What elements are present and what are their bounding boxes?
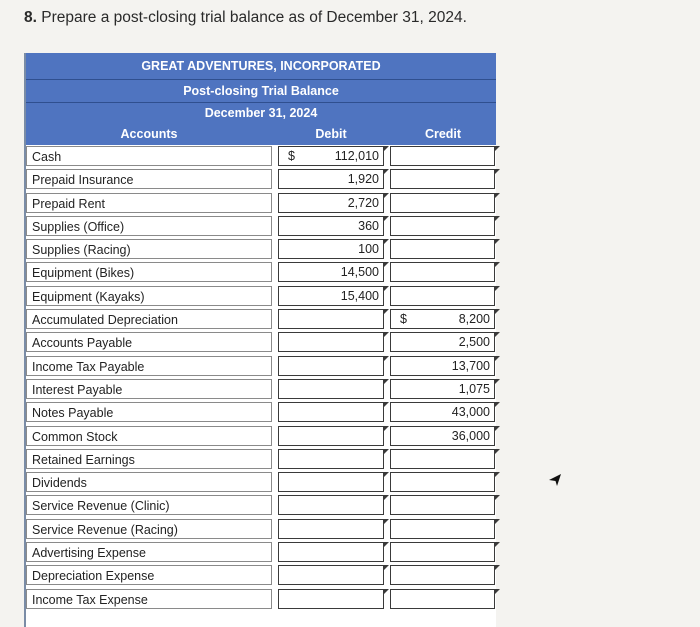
debit-input[interactable] xyxy=(278,426,384,446)
statement-date: December 31, 2024 xyxy=(26,103,496,123)
table-row xyxy=(26,401,496,424)
credit-column-header: Credit xyxy=(390,123,496,145)
credit-cell-marker-icon xyxy=(495,565,500,570)
table-row xyxy=(26,471,496,494)
credit-input[interactable] xyxy=(390,495,495,515)
trial-balance-rows xyxy=(26,145,496,611)
debit-cell-marker-icon xyxy=(384,286,389,291)
question-text: Prepare a post-closing trial balance as of December 31, 2024. xyxy=(41,9,467,26)
credit-input[interactable] xyxy=(390,472,495,492)
credit-cell-marker-icon xyxy=(495,472,500,477)
account-name: Equipment (Bikes) xyxy=(26,262,272,282)
table-row xyxy=(26,145,496,168)
account-name: Accounts Payable xyxy=(26,332,272,352)
debit-input[interactable] xyxy=(278,309,384,329)
debit-cell-marker-icon xyxy=(384,565,389,570)
debit-cell-marker-icon xyxy=(384,542,389,547)
credit-input[interactable] xyxy=(390,589,495,609)
debit-value: 112,010 xyxy=(334,149,379,163)
credit-cell-marker-icon xyxy=(495,356,500,361)
mouse-cursor-icon xyxy=(548,473,562,487)
debit-input[interactable] xyxy=(278,332,384,352)
account-name: Interest Payable xyxy=(26,379,272,399)
account-name: Income Tax Expense xyxy=(26,589,272,609)
table-row xyxy=(26,518,496,541)
debit-value: 14,500 xyxy=(340,265,379,280)
credit-cell-marker-icon xyxy=(495,542,500,547)
debit-cell-marker-icon xyxy=(384,216,389,221)
debit-input[interactable] xyxy=(278,565,384,585)
credit-input[interactable] xyxy=(390,402,495,422)
account-name: Notes Payable xyxy=(26,402,272,422)
statement-title: Post-closing Trial Balance xyxy=(26,80,496,102)
credit-cell-marker-icon xyxy=(495,519,500,524)
question-heading xyxy=(24,9,467,27)
trial-balance-worksheet xyxy=(24,53,496,627)
account-name: Income Tax Payable xyxy=(26,356,272,376)
debit-input[interactable] xyxy=(278,169,384,189)
table-row xyxy=(26,238,496,261)
credit-cell-marker-icon xyxy=(495,216,500,221)
account-name: Depreciation Expense xyxy=(26,565,272,585)
debit-cell-marker-icon xyxy=(384,519,389,524)
table-row xyxy=(26,541,496,564)
credit-cell-marker-icon xyxy=(495,169,500,174)
debit-input[interactable] xyxy=(278,519,384,539)
debit-cell-marker-icon xyxy=(384,589,389,594)
credit-cell-marker-icon xyxy=(495,146,500,151)
credit-input[interactable] xyxy=(390,309,495,329)
credit-input[interactable] xyxy=(390,169,495,189)
table-row xyxy=(26,168,496,191)
credit-cell-marker-icon xyxy=(495,379,500,384)
debit-cell-marker-icon xyxy=(384,309,389,314)
debit-cell-marker-icon xyxy=(384,449,389,454)
credit-cell-marker-icon xyxy=(495,426,500,431)
table-row xyxy=(26,355,496,378)
account-name: Retained Earnings xyxy=(26,449,272,469)
debit-cell-marker-icon xyxy=(384,169,389,174)
debit-value: 360 xyxy=(358,218,379,233)
debit-cell-marker-icon xyxy=(384,262,389,267)
account-name: Supplies (Racing) xyxy=(26,239,272,259)
debit-value: 15,400 xyxy=(340,288,379,303)
credit-dollar-sign: $ xyxy=(400,312,407,327)
table-row xyxy=(26,215,496,238)
credit-cell-marker-icon xyxy=(495,262,500,267)
credit-cell-marker-icon xyxy=(495,239,500,244)
debit-column-header: Debit xyxy=(272,123,390,145)
debit-cell-marker-icon xyxy=(384,239,389,244)
credit-cell-marker-icon xyxy=(495,449,500,454)
account-name: Equipment (Kayaks) xyxy=(26,286,272,306)
table-row xyxy=(26,448,496,471)
debit-dollar-sign: $ xyxy=(288,149,295,163)
credit-cell-marker-icon xyxy=(495,332,500,337)
credit-value: 2,500 xyxy=(458,335,490,350)
debit-input[interactable] xyxy=(278,542,384,562)
credit-cell-marker-icon xyxy=(495,495,500,500)
credit-value: 13,700 xyxy=(451,358,490,373)
debit-cell-marker-icon xyxy=(384,193,389,198)
credit-input[interactable] xyxy=(390,193,495,213)
credit-input[interactable] xyxy=(390,262,495,282)
debit-input[interactable] xyxy=(278,402,384,422)
credit-input[interactable] xyxy=(390,286,495,306)
table-row xyxy=(26,285,496,308)
table-row xyxy=(26,261,496,284)
debit-value: 2,720 xyxy=(347,195,379,210)
credit-value: 8,200 xyxy=(458,312,490,327)
account-name: Service Revenue (Racing) xyxy=(26,519,272,539)
credit-input[interactable] xyxy=(390,239,495,259)
credit-input[interactable] xyxy=(390,332,495,352)
table-row xyxy=(26,331,496,354)
account-name: Advertising Expense xyxy=(26,542,272,562)
debit-input[interactable] xyxy=(278,449,384,469)
debit-cell-marker-icon xyxy=(384,402,389,407)
credit-input[interactable] xyxy=(390,542,495,562)
table-row xyxy=(26,564,496,587)
company-name: GREAT ADVENTURES, INCORPORATED xyxy=(26,53,496,79)
account-name: Prepaid Rent xyxy=(26,193,272,213)
debit-input[interactable] xyxy=(278,239,384,259)
account-name: Service Revenue (Clinic) xyxy=(26,495,272,515)
debit-input[interactable] xyxy=(278,495,384,515)
credit-cell-marker-icon xyxy=(495,589,500,594)
table-row xyxy=(26,378,496,401)
credit-input[interactable] xyxy=(390,146,495,166)
account-name: Common Stock xyxy=(26,426,272,446)
credit-cell-marker-icon xyxy=(495,286,500,291)
table-row xyxy=(26,192,496,215)
accounts-column-header: Accounts xyxy=(26,123,272,145)
debit-cell-marker-icon xyxy=(384,379,389,384)
table-row xyxy=(26,425,496,448)
account-name: Supplies (Office) xyxy=(26,216,272,236)
credit-input[interactable] xyxy=(390,379,495,399)
credit-cell-marker-icon xyxy=(495,193,500,198)
credit-input[interactable] xyxy=(390,356,495,376)
debit-input[interactable] xyxy=(278,193,384,213)
debit-cell-marker-icon xyxy=(384,495,389,500)
credit-input[interactable] xyxy=(390,449,495,469)
credit-value: 36,000 xyxy=(451,428,490,443)
debit-input[interactable] xyxy=(278,356,384,376)
credit-input[interactable] xyxy=(390,565,495,585)
credit-input[interactable] xyxy=(390,426,495,446)
credit-input[interactable] xyxy=(390,519,495,539)
table-row xyxy=(26,588,496,611)
question-number: 8. xyxy=(24,9,37,26)
credit-input[interactable] xyxy=(390,216,495,236)
credit-value: 1,075 xyxy=(458,381,490,396)
debit-input[interactable] xyxy=(278,216,384,236)
credit-cell-marker-icon xyxy=(495,402,500,407)
account-name: Prepaid Insurance xyxy=(26,169,272,189)
credit-cell-marker-icon xyxy=(495,309,500,314)
debit-input[interactable] xyxy=(278,472,384,492)
debit-cell-marker-icon xyxy=(384,356,389,361)
debit-input[interactable] xyxy=(278,379,384,399)
debit-input[interactable] xyxy=(278,262,384,282)
table-row xyxy=(26,494,496,517)
debit-value: 1,920 xyxy=(347,172,379,187)
debit-cell-marker-icon xyxy=(384,332,389,337)
debit-input[interactable] xyxy=(278,286,384,306)
account-name: Cash xyxy=(26,146,272,166)
credit-value: 43,000 xyxy=(451,405,490,420)
account-name: Accumulated Depreciation xyxy=(26,309,272,329)
debit-cell-marker-icon xyxy=(384,146,389,151)
account-name: Dividends xyxy=(26,472,272,492)
debit-value: 100 xyxy=(358,242,379,257)
debit-input[interactable] xyxy=(278,589,384,609)
debit-cell-marker-icon xyxy=(384,472,389,477)
debit-input[interactable] xyxy=(278,146,384,166)
debit-cell-marker-icon xyxy=(384,426,389,431)
table-row xyxy=(26,308,496,331)
